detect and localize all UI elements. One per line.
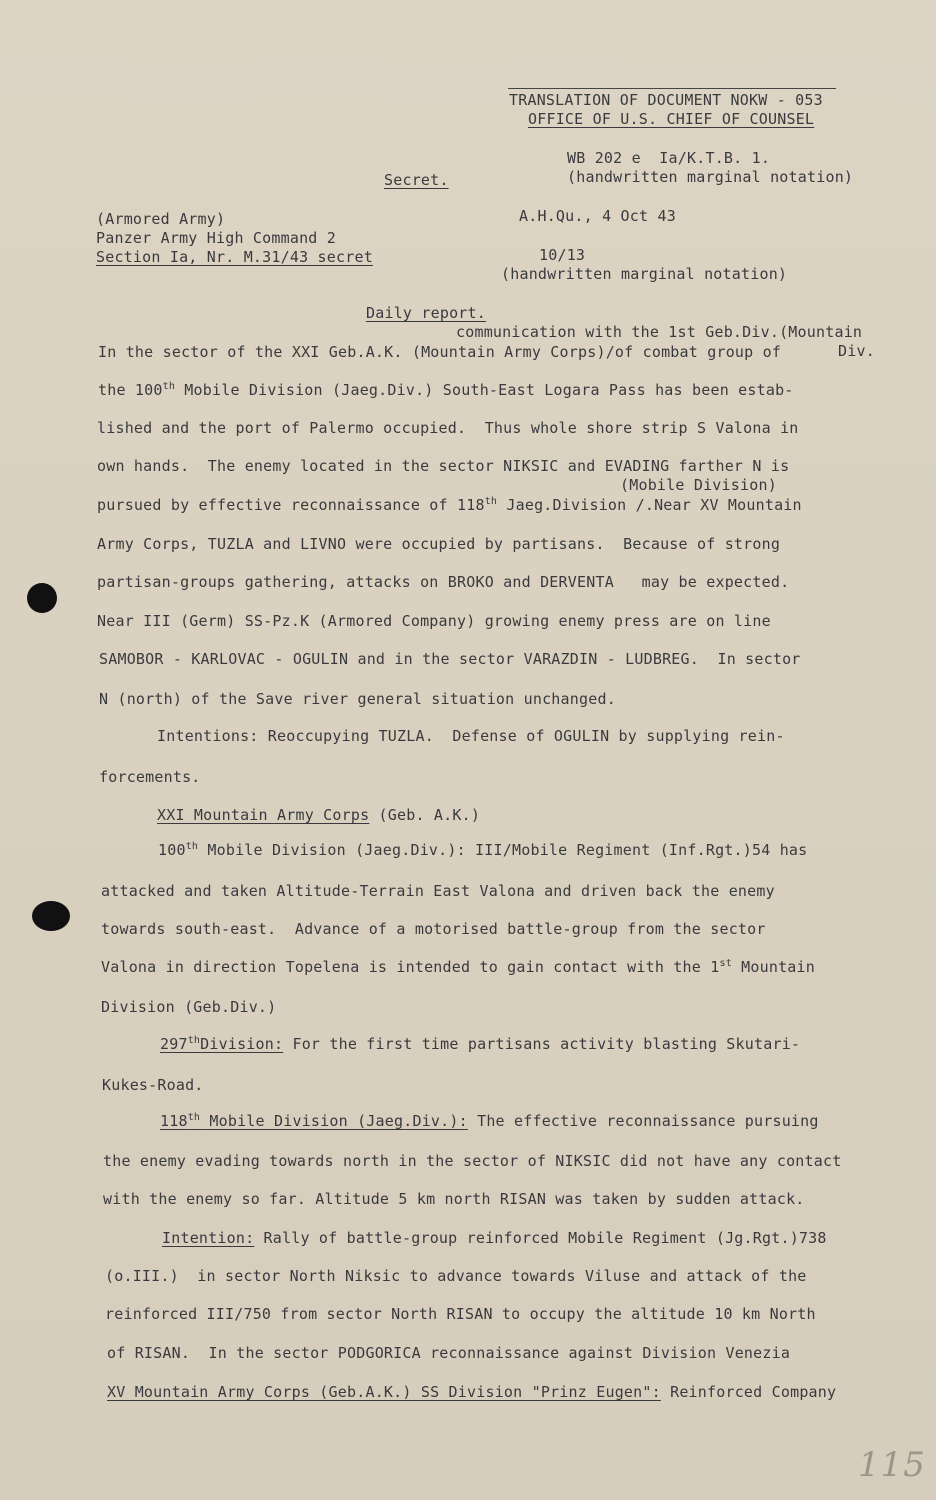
body-line-3: lished and the port of Palermo occupied. Thus whole shore strip S Valona in — [97, 419, 799, 437]
xv-corps-line: XV Mountain Army Corps (Geb.A.K.) SS Division "Prinz Eugen": Reinforced Company — [107, 1383, 837, 1401]
intention2-line-3: reinforced III/750 from sector North RISAN to occupy the altitude 10 km North — [105, 1305, 816, 1323]
body-line-1: In the sector of the XXI Geb.A.K. (Mountain Army Corps)/of combat group of — [98, 343, 782, 361]
intentions-line: Intentions: Reoccupying TUZLA. Defense of OGULIN by supplying rein- — [157, 727, 785, 745]
wb-reference: WB 202 e Ia/K.T.B. 1. — [567, 149, 771, 167]
punch-hole-bottom — [32, 901, 70, 931]
xxi-p1-line-1: 100th Mobile Division (Jaeg.Div.): III/Mobile Regiment (Inf.Rgt.)54 has — [158, 841, 808, 859]
unit-line-3: Section Ia, Nr. M.31/43 secret — [96, 248, 373, 266]
inserted-text: communication with the 1st Geb.Div.(Mountain — [456, 323, 863, 341]
location-date: A.H.Qu., 4 Oct 43 — [519, 207, 676, 225]
punch-hole-top — [27, 583, 57, 613]
report-title: Daily report. — [366, 304, 486, 322]
xxi-p1-line-3: towards south-east. Advance of a motorised battle-group from the sector — [101, 920, 766, 938]
unit-line-1: (Armored Army) — [96, 210, 226, 228]
page-folio-number: 115 — [858, 1445, 926, 1485]
body-line-7: partisan-groups gathering, attacks on BROKO and DERVENTA may be expected. — [97, 573, 790, 591]
div297-line-2: Kukes-Road. — [102, 1076, 204, 1094]
marginal-notation-1: (handwritten marginal notation) — [567, 168, 854, 186]
unit-line-2: Panzer Army High Command 2 — [96, 229, 336, 247]
div118-line-2: the enemy evading towards north in the sector of NIKSIC did not have any contact — [103, 1152, 842, 1170]
div-note: Div. — [838, 342, 875, 360]
intention2-line-1: Intention: Rally of battle-group reinforced Mobile Regiment (Jg.Rgt.)738 — [162, 1229, 827, 1247]
body-line-9: SAMOBOR - KARLOVAC - OGULIN and in the sector VARAZDIN - LUDBREG. In sector — [99, 650, 801, 668]
div118-line-3: with the enemy so far. Altitude 5 km north RISAN was taken by sudden attack. — [103, 1190, 805, 1208]
intention2-line-2: (o.III.) in sector North Niksic to advance towards Viluse and attack of the — [105, 1267, 807, 1285]
body-line-5: pursued by effective reconnaissance of 118th Jaeg.Division /.Near XV Mountain — [97, 496, 802, 514]
classification: Secret. — [384, 171, 449, 189]
marginal-notation-2: (handwritten marginal notation) — [501, 265, 788, 283]
xxi-p1-line-5: Division (Geb.Div.) — [101, 998, 277, 1016]
div118-line-1: 118th Mobile Division (Jaeg.Div.): The effective reconnaissance pursuing — [160, 1112, 819, 1130]
intention2-line-4: of RISAN. In the sector PODGORICA reconnaissance against Division Venezia — [107, 1344, 791, 1362]
body-line-4: own hands. The enemy located in the sector NIKSIC and EVADING farther N is — [97, 457, 790, 475]
header-top-rule — [508, 88, 836, 89]
xxi-p1-line-2: attacked and taken Altitude-Terrain East Valona and driven back the enemy — [101, 882, 775, 900]
div297-line-1: 297thDivision: For the first time partisans activity blasting Skutari- — [160, 1035, 801, 1053]
xxi-heading: XXI Mountain Army Corps (Geb. A.K.) — [157, 806, 481, 824]
body-line-2: the 100th Mobile Division (Jaeg.Div.) South-East Logara Pass has been estab- — [98, 381, 794, 399]
document-number: 10/13 — [539, 246, 586, 264]
inserted-mobile-division: (Mobile Division) — [620, 476, 777, 494]
body-line-10: N (north) of the Save river general situation unchanged. — [99, 690, 616, 708]
xxi-p1-line-4: Valona in direction Topelena is intended to gain contact with the 1st Mountain — [101, 958, 815, 976]
body-line-8: Near III (Germ) SS-Pz.K (Armored Company) growing enemy press are on line — [97, 612, 771, 630]
translation-line: TRANSLATION OF DOCUMENT NOKW - 053 — [509, 91, 823, 109]
intentions-continued: forcements. — [99, 768, 201, 786]
body-line-6: Army Corps, TUZLA and LIVNO were occupied by partisans. Because of strong — [97, 535, 781, 553]
office-line: OFFICE OF U.S. CHIEF OF COUNSEL — [528, 110, 815, 128]
